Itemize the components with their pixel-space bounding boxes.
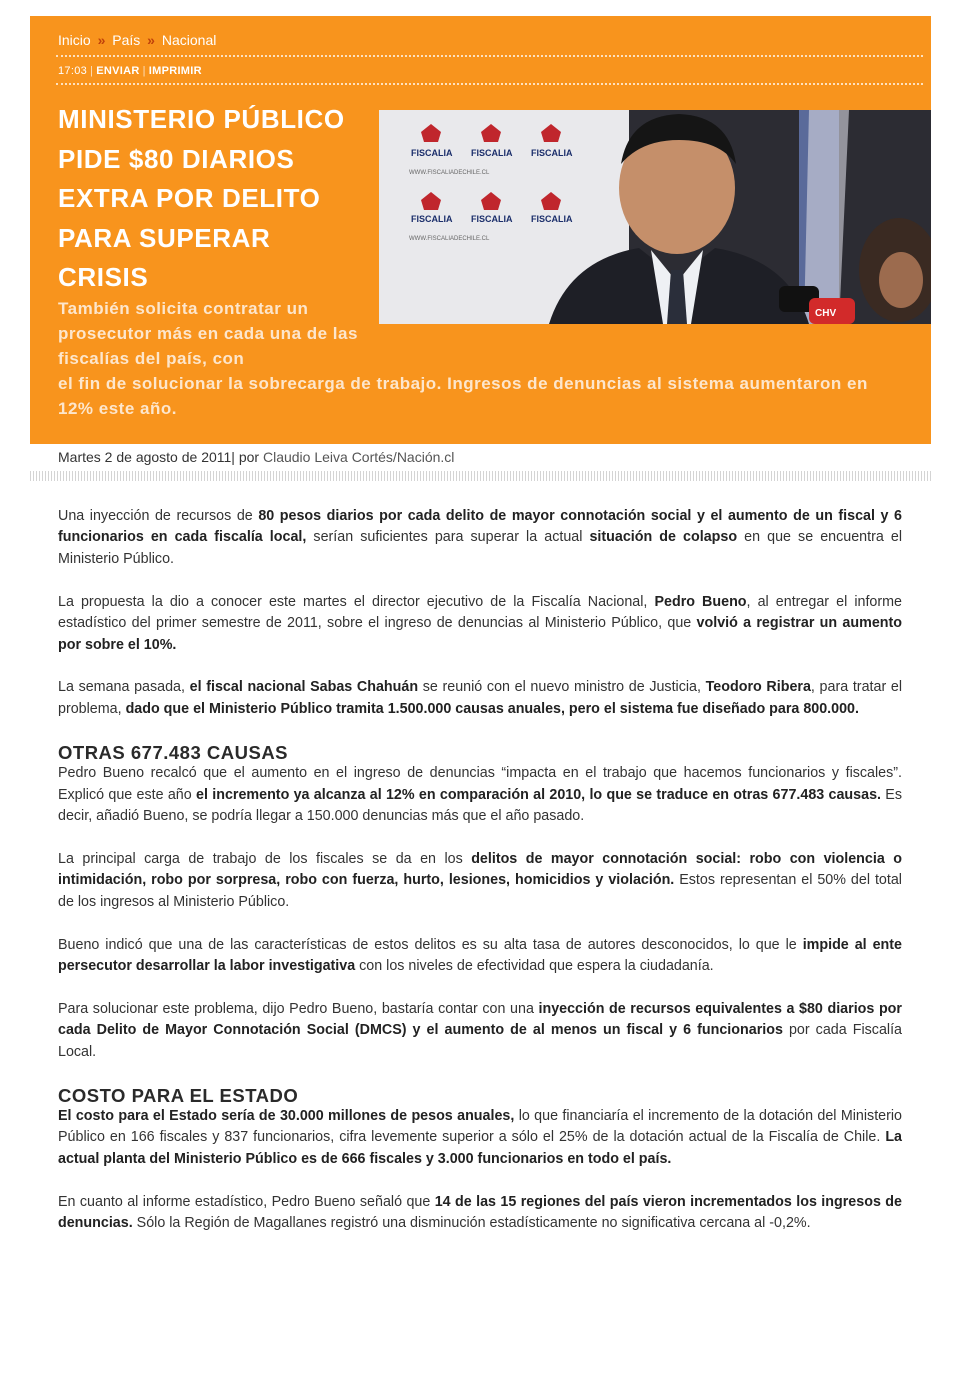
svg-text:WWW.FISCALIADECHILE.CL: WWW.FISCALIADECHILE.CL bbox=[409, 170, 490, 176]
bold-text: Pedro Bueno bbox=[654, 593, 747, 610]
bold-text: volvió a registrar un aumento por sobre el 10%. bbox=[58, 615, 902, 653]
paragraph bbox=[58, 506, 902, 570]
paragraph bbox=[58, 1192, 902, 1235]
divider bbox=[56, 55, 923, 57]
text-run: Estos representan el 50% del total de los ingresos al Ministerio Público. bbox=[58, 872, 902, 910]
bold-text: La actual planta del Ministerio Público es de 666 fiscales y 3.000 funcionarios en todo el país. bbox=[58, 1129, 902, 1167]
bold-text: inyección de recursos equivalentes a $80 diarios por cada Delito de Mayor Connotación Social (DMCS) y el aumento de al menos un fiscal y 6 funcionarios bbox=[58, 1000, 902, 1039]
article-body bbox=[58, 506, 902, 1256]
lead-part-2: el fin de solucionar la sobrecarga de trabajo. Ingresos de denuncias al sistema aumentaron en 12% este año. bbox=[58, 374, 868, 418]
text-run: serían suficientes para superar la actual bbox=[306, 529, 590, 546]
author-link[interactable]: Claudio Leiva Cortés/Nación.cl bbox=[262, 449, 455, 465]
breadcrumb-item-nacional[interactable]: Nacional bbox=[161, 32, 217, 48]
text-run: En cuanto al informe estadístico, Pedro Bueno señaló que bbox=[58, 1193, 435, 1210]
article-page bbox=[30, 16, 931, 1232]
page-title: MINISTERIO PÚBLICO PIDE $80 DIARIOS EXTRA POR DELITO PARA SUPERAR CRISIS bbox=[58, 104, 345, 292]
breadcrumb-separator: » bbox=[147, 32, 155, 48]
paragraph bbox=[58, 1106, 902, 1170]
bold-text: El costo para el Estado sería de 30.000 millones de pesos anuales, bbox=[58, 1108, 515, 1125]
paragraph bbox=[58, 849, 902, 913]
svg-text:WWW.FISCALIADECHILE.CL: WWW.FISCALIADECHILE.CL bbox=[409, 236, 490, 242]
bold-text: 80 pesos diarios por cada delito de mayor connotación social y el aumento de un fiscal y 6 funcionarios en cada fiscalía local, bbox=[58, 508, 902, 546]
text-run: Es decir, añadió Bueno, se podría llegar a 150.000 denuncias más que el año pasado. bbox=[58, 786, 902, 824]
breadcrumb-item-inicio[interactable]: Inicio bbox=[58, 32, 91, 48]
text-run: La semana pasada, bbox=[58, 679, 190, 696]
bold-text: situación de colapso bbox=[589, 529, 738, 546]
send-link[interactable]: ENVIAR bbox=[96, 65, 140, 77]
text-run: Una inyección de recursos de bbox=[58, 508, 259, 524]
publish-time: 17:03 bbox=[58, 65, 88, 77]
section-heading: COSTO PARA EL ESTADO bbox=[58, 1084, 299, 1106]
text-run: La principal carga de trabajo de los fiscales se da en los bbox=[58, 850, 472, 867]
text-run: , al entregar el informe estadístico del primer semestre de 2011, sobre el ingreso de denuncias al Ministerio Público, que bbox=[58, 593, 902, 632]
text-run: Bueno indicó que una de las características de estos delitos es su alta tasa de autores desconocidos, lo que le bbox=[58, 936, 803, 953]
breadcrumb-separator: » bbox=[97, 32, 106, 48]
svg-text:FISCALIA: FISCALIA bbox=[531, 148, 573, 158]
print-link[interactable]: IMPRIMIR bbox=[148, 65, 202, 77]
text-run: lo que financiaría el incremento de la dotación del Ministerio Público en 166 fiscales y 837 funcionarios, cifra levemente superior a sólo el 25% de la dotación actual de la Fiscalía de Chile. bbox=[58, 1108, 903, 1146]
article-photo bbox=[379, 110, 931, 324]
text-run: por cada Fiscalía Local. bbox=[58, 1022, 902, 1060]
text-run: La propuesta la dio a conocer este martes el director ejecutivo de la Fiscalía Nacional, bbox=[58, 593, 655, 610]
paragraph bbox=[58, 677, 902, 720]
article-toolbar: 17:03 | ENVIAR | IMPRIMIR bbox=[58, 65, 202, 77]
svg-text:FISCALIA: FISCALIA bbox=[531, 214, 573, 224]
bold-text: el incremento ya alcanza al 12% en comparación al 2010, lo que se traduce en otras 677.483 causas. bbox=[196, 786, 881, 803]
byline: Martes 2 de agosto de 2011| por Claudio Leiva Cortés/Nación.cl bbox=[58, 449, 455, 465]
text-run: , para tratar el problema, bbox=[58, 679, 903, 717]
svg-text:FISCALIA: FISCALIA bbox=[471, 148, 513, 158]
divider bbox=[56, 83, 923, 85]
article-header bbox=[30, 16, 931, 465]
banner-text: FISCALIA bbox=[411, 148, 453, 158]
section-heading: OTRAS 677.483 CAUSAS bbox=[58, 741, 289, 763]
article-lead bbox=[58, 296, 898, 421]
text-run: en que se encuentra el Ministerio Público. bbox=[58, 529, 902, 567]
text-run: se reunió con el nuevo ministro de Justicia, bbox=[418, 679, 706, 696]
bold-text: 14 de las 15 regiones del país vieron incrementados los ingresos de denuncias. bbox=[58, 1193, 902, 1232]
breadcrumb bbox=[58, 32, 216, 48]
bold-text: dado que el Ministerio Público tramita 1.500.000 causas anuales, pero el sistema fue diseñado para 800.000. bbox=[125, 700, 859, 717]
paragraph bbox=[58, 592, 902, 656]
breadcrumb-item-pais[interactable]: País bbox=[112, 32, 141, 48]
paragraph bbox=[58, 935, 902, 978]
paragraph bbox=[58, 763, 902, 827]
paragraph bbox=[58, 999, 902, 1063]
text-run: Pedro Bueno recalcó que el aumento en el ingreso de denuncias “impacta en el trabajo que hacemos funcionarios y fiscales”. Explicó que este año bbox=[58, 765, 902, 803]
divider bbox=[30, 471, 931, 481]
bold-text: delitos de mayor connotación social: robo con violencia o intimidación, robo por sorpresa, robo con fuerza, hurto, lesiones, homicidios y violación. bbox=[58, 850, 902, 889]
bold-text: impide al ente persecutor desarrollar la labor investigativa bbox=[58, 936, 902, 974]
text-run: Sólo la Región de Magallanes registró una disminución estadísticamente no significativa cercana al -0,2%. bbox=[132, 1215, 811, 1232]
svg-text:FISCALIA: FISCALIA bbox=[411, 214, 453, 224]
lead-part-1: También solicita contratar un prosecutor más en cada una de las fiscalías del país, con bbox=[58, 299, 358, 368]
svg-text:CHV: CHV bbox=[815, 308, 837, 319]
text-run: Para solucionar este problema, dijo Pedro Bueno, bastaría contar con una bbox=[58, 1000, 539, 1017]
bold-text: Teodoro Ribera bbox=[705, 679, 811, 696]
publish-date: Martes 2 de agosto de 2011| bbox=[58, 449, 235, 465]
svg-text:FISCALIA: FISCALIA bbox=[471, 214, 513, 224]
bold-text: el fiscal nacional Sabas Chahuán bbox=[189, 679, 419, 696]
text-run: con los niveles de efectividad que espera la ciudadanía. bbox=[355, 958, 714, 974]
